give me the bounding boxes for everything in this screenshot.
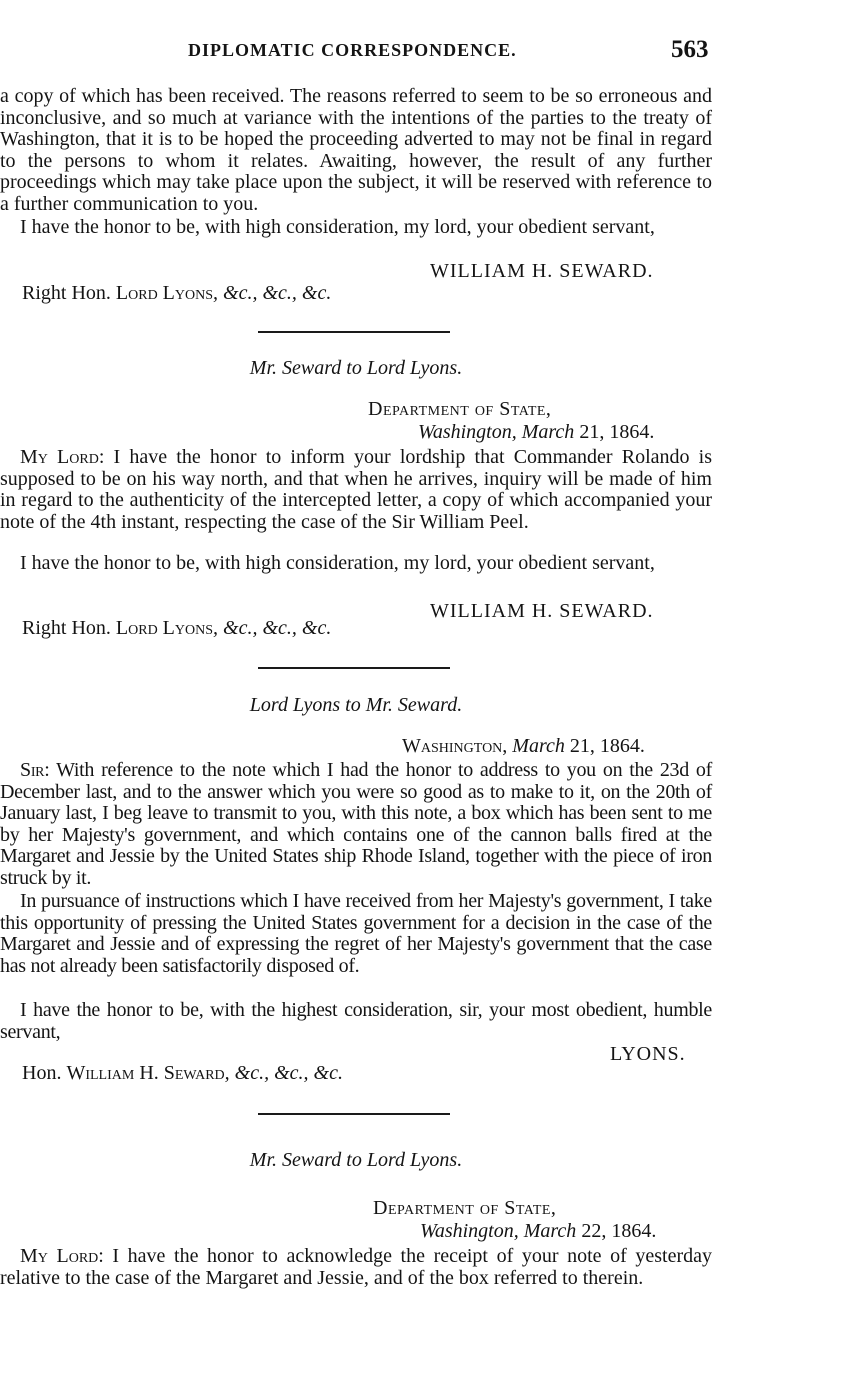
letter2-dateline <box>418 421 654 444</box>
letter1-body: a copy of which has been received. The reasons referred to seem to be so erroneous and inconclusive, and so much at variance with the intentions of the parties to the treaty of Washington, that it is to be hoped the proceeding adverted to may not be final in regard to the persons to whom it relates. Awaiting, however, the result of any further proceedings which may take place upon the subject, it will be reserved with reference to a further communication to you. <box>0 85 712 215</box>
addressee-prefix: Hon. <box>22 1062 67 1084</box>
dateline-date: 21, 1864. <box>579 421 655 443</box>
letter2-closing: I have the honor to be, with high consideration, my lord, your obedient servant, <box>20 552 655 574</box>
page-number: 563 <box>671 36 709 63</box>
addressee-suffix: , &c., &c., &c. <box>213 617 332 639</box>
letter3-dateline <box>402 735 645 758</box>
addressee-name: William H. Seward <box>66 1062 225 1084</box>
dateline-place: Washington, <box>402 735 508 757</box>
page-header <box>0 36 849 66</box>
salutation: My Lord <box>20 446 99 468</box>
letter4-heading: Mr. Seward to Lord Lyons. <box>249 1149 463 1171</box>
dateline-month: March <box>512 735 565 757</box>
running-title: DIPLOMATIC CORRESPONDENCE. <box>188 40 517 60</box>
addressee-suffix: , &c., &c., &c. <box>224 1062 343 1084</box>
dateline-date: 21, 1864. <box>569 735 645 757</box>
letter2-body-text: : I have the honor to inform your lordship that Commander Rolando is supposed to be on his way north, and that when he arrives, inquiry will be made of him in regard to the authenticity of the intercepted letter, a copy of which accompanied your note of the 4th instant, respecting the case of the Sir William Peel. <box>0 446 713 533</box>
letter2-department: Department of State, <box>368 398 552 420</box>
dateline-date: 22, 1864. <box>581 1220 657 1242</box>
letter3-para2: In pursuance of instructions which I have received from her Majesty's government, I take this opportunity of pressing the United States government for a decision in the case of the Margaret and Jessie and of expressing the regret of her Majesty's government that the case has not already been satisfactorily disposed of. <box>0 890 712 977</box>
addressee-prefix: Right Hon. <box>22 617 116 639</box>
salutation: My Lord <box>20 1245 99 1267</box>
addressee-name: Lord Lyons <box>115 617 214 639</box>
addressee-name: Lord Lyons <box>115 282 214 304</box>
letter2-signature: WILLIAM H. SEWARD. <box>430 600 654 622</box>
letter2-body <box>0 447 712 533</box>
section-divider <box>258 1113 450 1115</box>
letter1-addressee <box>22 282 331 305</box>
letter3-body-text: : With reference to the note which I had the honor to address to you on the 23d of December last, and to the answer which you were so good as to make to it, on the 20th of January last, I beg leave to transmit to you, with this note, a box which has been sent to me by her Majesty's government, and which contains one of the cannon balls fired at the Margaret and Jessie by the United States ship Rhode Island, together with the piece of iron struck by it. <box>0 759 712 889</box>
addressee-prefix: Right Hon. <box>22 282 116 304</box>
letter1-closing: I have the honor to be, with high consideration, my lord, your obedient servant, <box>20 216 655 238</box>
letter4-body <box>0 1246 712 1289</box>
letter3-signature: LYONS. <box>610 1043 686 1065</box>
letter3-heading: Lord Lyons to Mr. Seward. <box>249 694 463 716</box>
letter3-closing: I have the honor to be, with the highest consideration, sir, your most obedient, humble servant, <box>0 999 712 1043</box>
section-divider <box>258 667 450 669</box>
dateline-place: Washington, March <box>418 421 575 443</box>
letter3-addressee <box>22 1062 343 1085</box>
letter4-body-text: : I have the honor to acknowledge the receipt of your note of yesterday relative to the case of the Margaret and Jessie, and of the box referred to therein. <box>0 1245 712 1289</box>
salutation: Sir <box>20 759 45 781</box>
letter4-department: Department of State, <box>373 1197 557 1219</box>
addressee-suffix: , &c., &c., &c. <box>213 282 332 304</box>
letter1-signature: WILLIAM H. SEWARD. <box>430 260 654 282</box>
section-divider <box>258 331 450 333</box>
letter2-heading: Mr. Seward to Lord Lyons. <box>249 357 463 379</box>
letter2-addressee <box>22 617 331 640</box>
letter3-body <box>0 760 712 890</box>
letter4-dateline <box>420 1220 656 1243</box>
dateline-place: Washington, March <box>420 1220 577 1242</box>
